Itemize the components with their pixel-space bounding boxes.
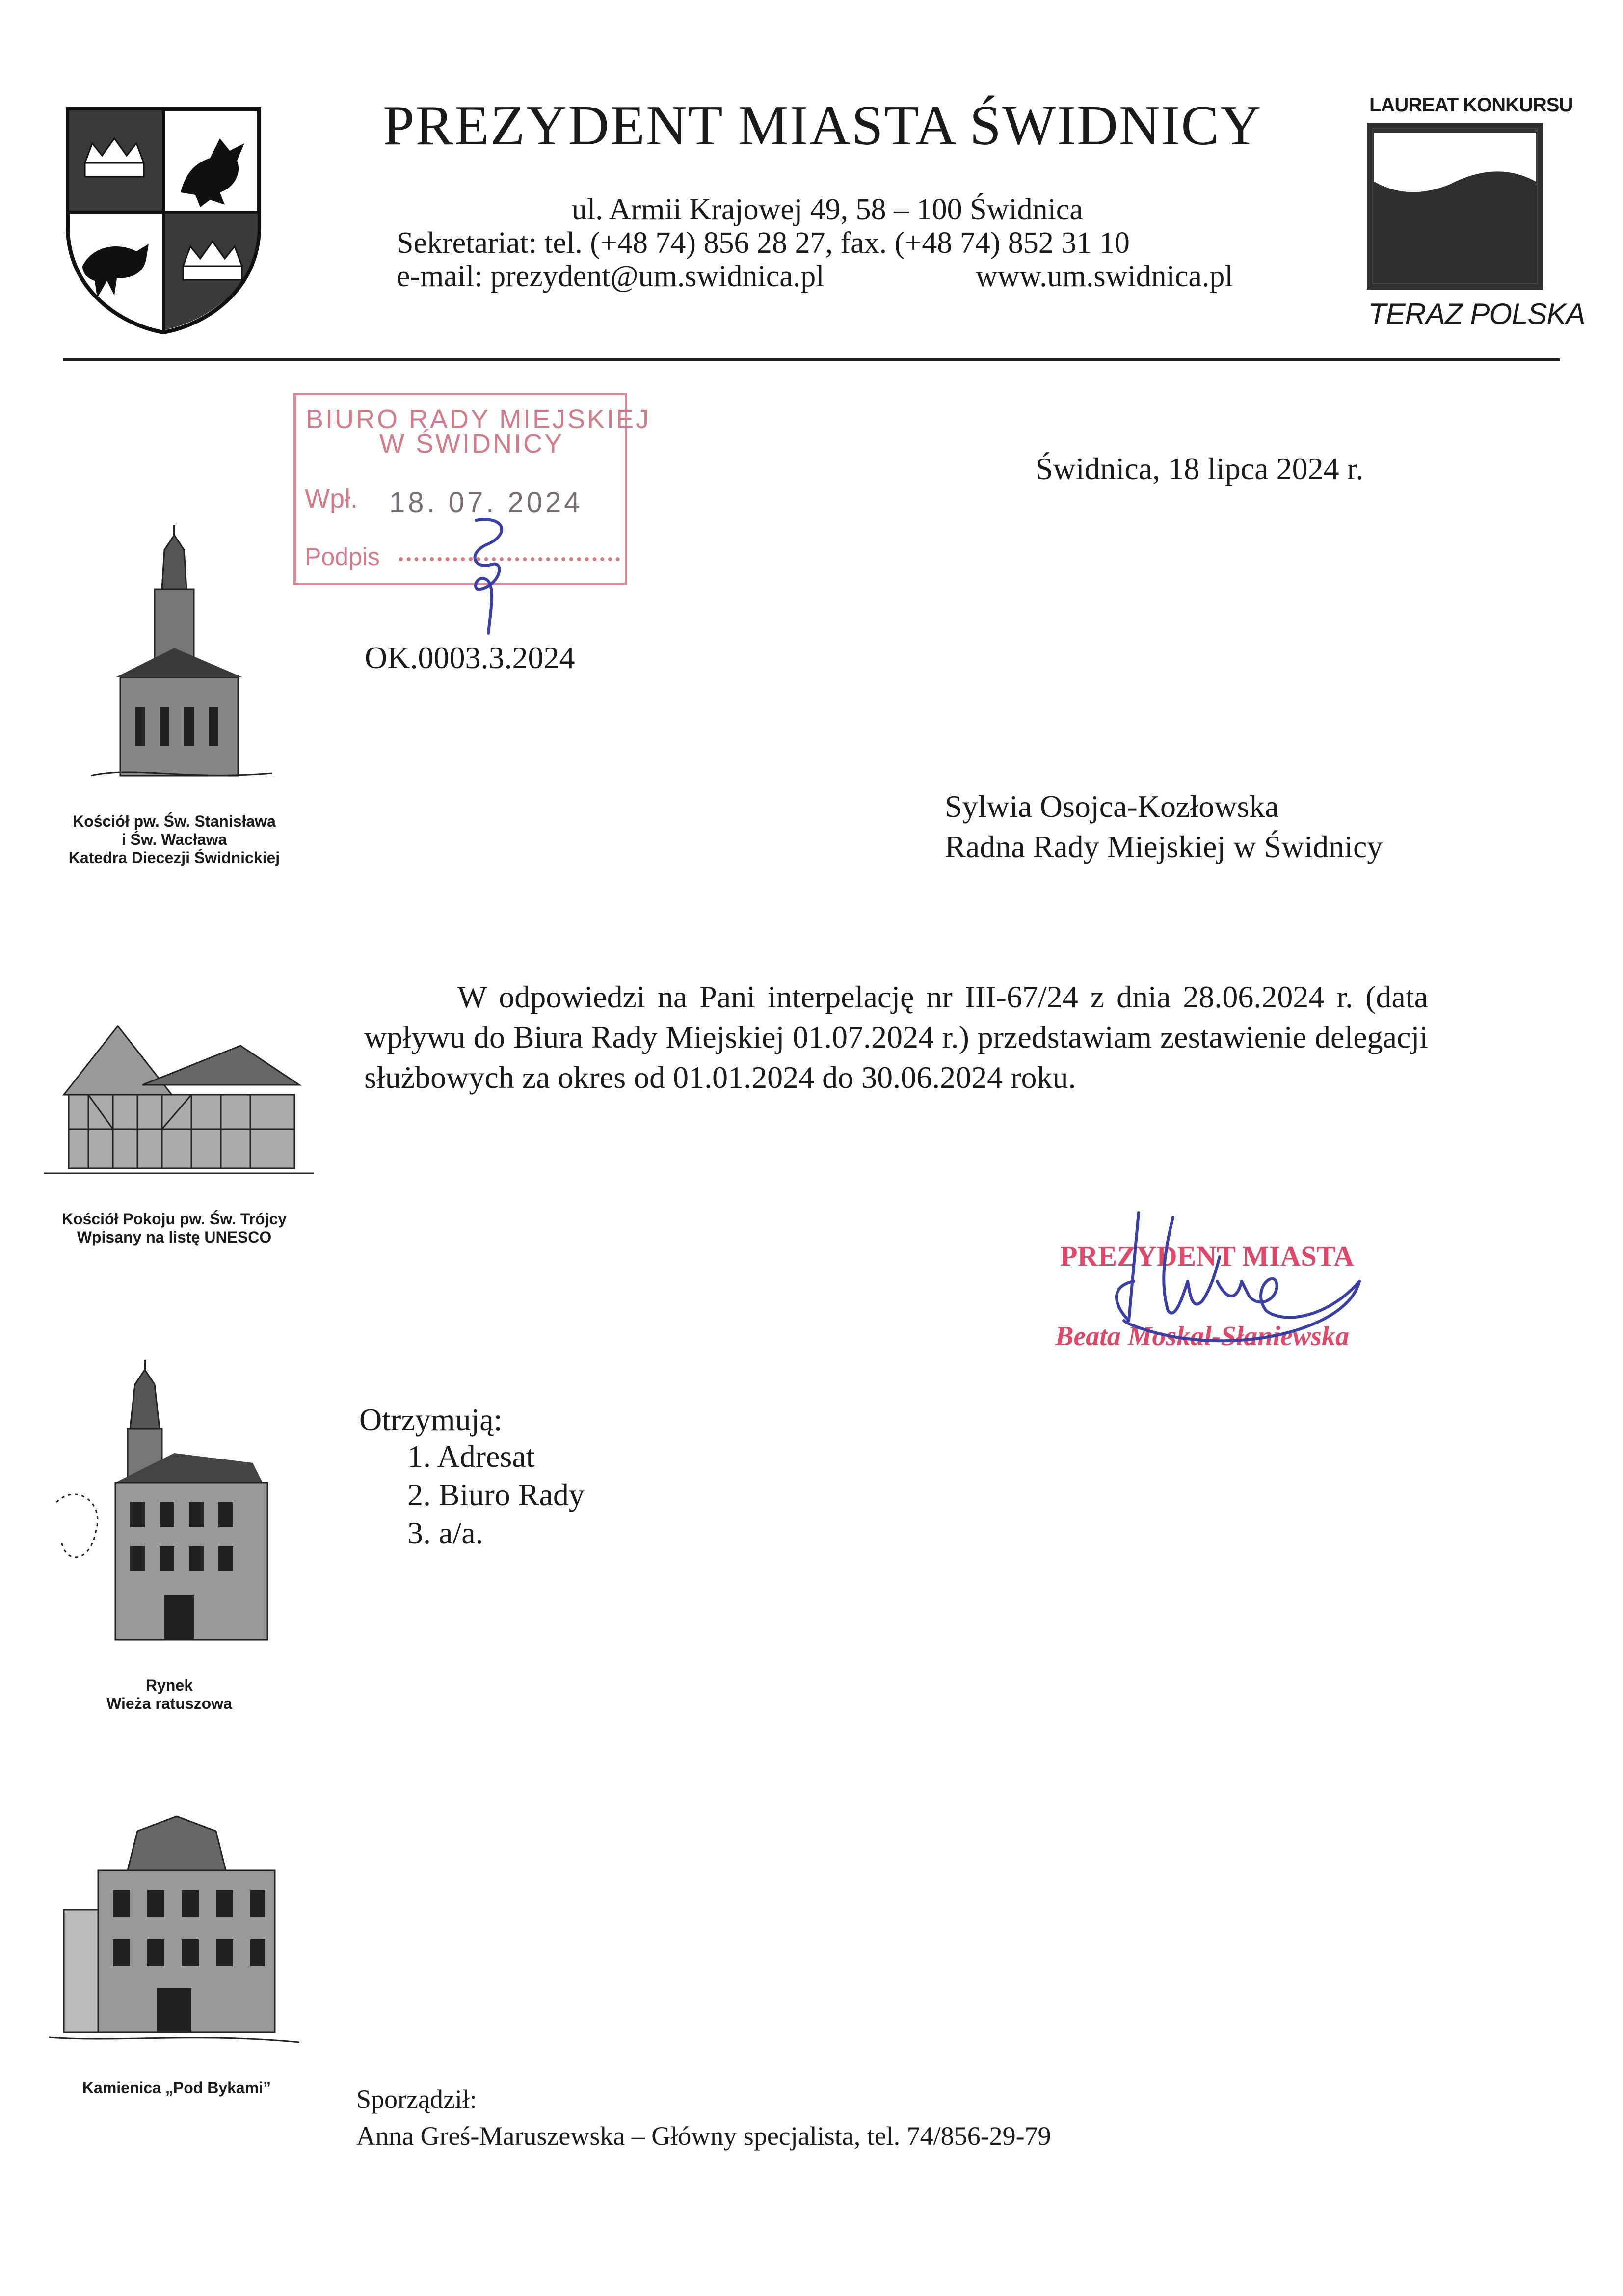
caption-town-hall: Rynek Wieża ratuszowa	[106, 1676, 232, 1712]
letterhead-title: PREZYDENT MIASTA ŚWIDNICY	[383, 94, 1262, 157]
header-divider	[63, 358, 1560, 361]
stamp-city: W ŚWIDNICY	[379, 429, 564, 459]
letter-date: Świdnica, 18 lipca 2024 r.	[1036, 451, 1364, 486]
stamp-received-label: Wpł.	[305, 484, 358, 513]
letterhead-website: www.um.swidnica.pl	[976, 260, 1233, 293]
letterhead-phones: Sekretariat: tel. (+48 74) 856 28 27, fax. (+48 74) 852 31 10	[397, 226, 1130, 260]
recipient-list-item: 2. Biuro Rady	[407, 1477, 585, 1512]
stamp-handwritten-initial	[447, 511, 525, 638]
recipient-title: Radna Rady Miejskiej w Świdnicy	[945, 829, 1383, 864]
award-label: LAUREAT KONKURSU	[1369, 94, 1573, 116]
signature-stamp-title: PREZYDENT MIASTA	[1060, 1240, 1354, 1272]
stamp-received-date: 18. 07. 2024	[389, 486, 583, 518]
church-of-peace-sketch	[44, 997, 314, 1183]
recipients-label: Otrzymują:	[359, 1402, 503, 1437]
caption-pod-bykami: Kamienica „Pod Bykami”	[82, 2079, 271, 2097]
caption-cathedral: Kościół pw. Św. Stanisława i Św. Wacława Katedra Diecezji Świdnickiej	[68, 812, 280, 866]
prepared-by-label: Sporządził:	[356, 2084, 477, 2114]
letterhead-email: e-mail: prezydent@um.swidnica.pl	[397, 260, 825, 293]
town-hall-tower-sketch	[47, 1355, 292, 1654]
stamp-office: BIURO RADY MIEJSKIEJ	[306, 405, 651, 434]
prepared-by-name: Anna Greś-Maruszewska – Główny specjalista, tel. 74/856-29-79	[356, 2121, 1051, 2151]
signature-stamp-name: Beata Moskal-Słaniewska	[1055, 1321, 1349, 1351]
pod-bykami-house-sketch	[49, 1811, 299, 2057]
letter-body-text: W odpowiedzi na Pani interpelację nr III-67/24 z dnia 28.06.2024 r. (data wpływu do Biura Rady Miejskiej 01.07.2024 r.) przedstawiam zestawienie delegacji służbowych za okres od 01.01.2024 do 30.06.2024 roku.	[364, 979, 1428, 1095]
reference-number: OK.0003.3.2024	[365, 640, 575, 675]
letterhead-address: ul. Armii Krajowej 49, 58 – 100 Świdnica	[572, 193, 1083, 226]
handwritten-signature	[1055, 1198, 1374, 1355]
stamp-signature-label: Podpis	[305, 543, 380, 570]
letter-body	[364, 977, 1428, 1098]
recipient-list-item: 3. a/a.	[407, 1515, 483, 1550]
city-coat-of-arms	[63, 104, 264, 335]
recipient-list-item: 1. Adresat	[407, 1439, 535, 1474]
recipient-name: Sylwia Osojca-Kozłowska	[945, 789, 1279, 824]
caption-church-of-peace: Kościół Pokoju pw. Św. Trójcy Wpisany na listę UNESCO	[61, 1210, 287, 1246]
cathedral-sketch	[86, 520, 277, 805]
teraz-polska-logo	[1367, 123, 1543, 290]
award-slogan: TERAZ POLSKA	[1368, 297, 1585, 330]
